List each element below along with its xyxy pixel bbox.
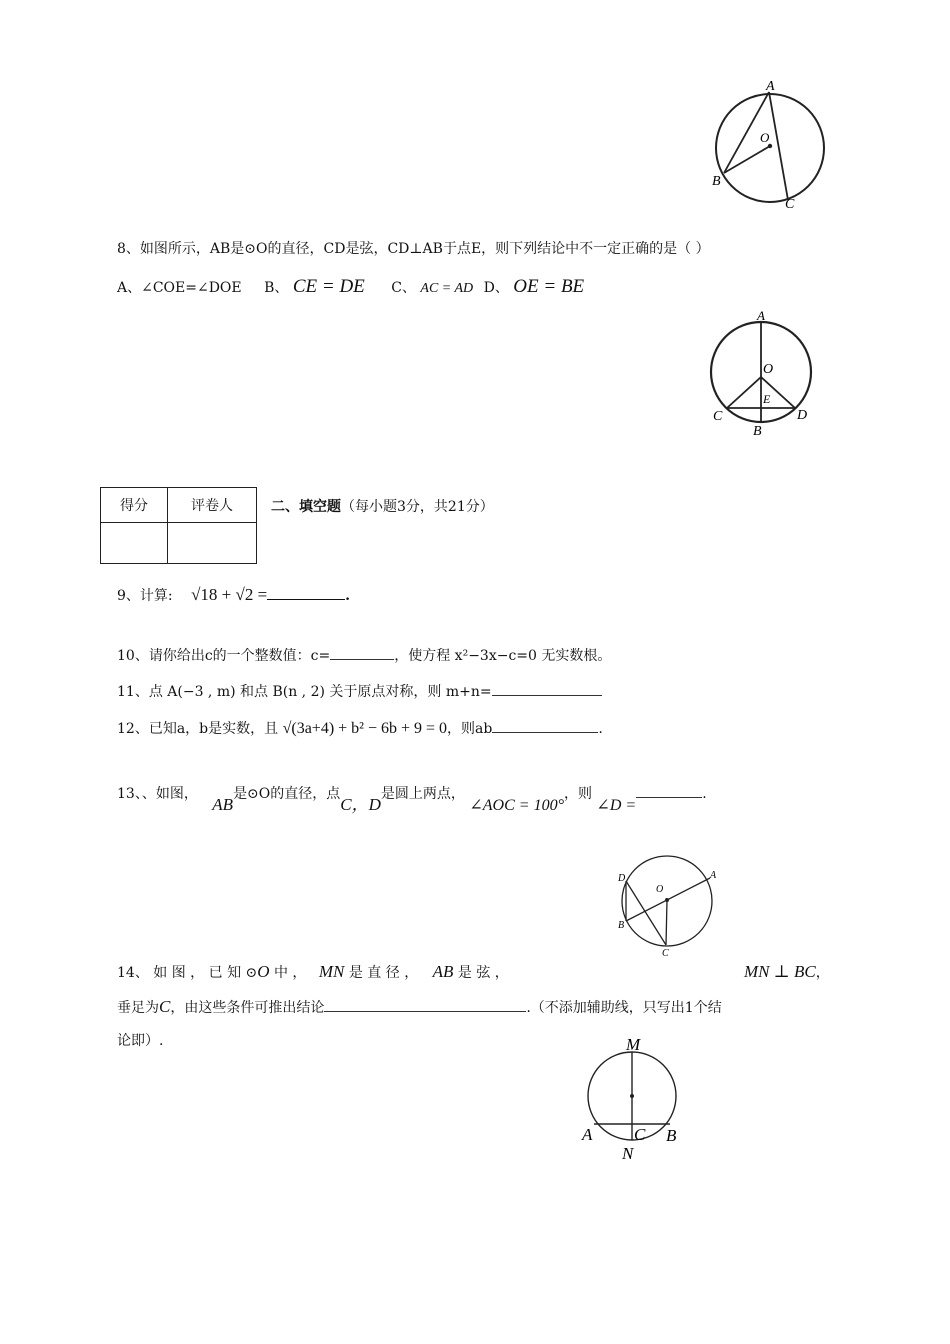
label-c: C — [662, 948, 669, 959]
q10-prefix: 10、请你给出c的一个整数值：c= — [117, 648, 331, 664]
q13-mid: 是⊙O的直径，点 — [233, 786, 341, 802]
q8-option-b-math: CE = DE — [292, 276, 365, 297]
q13-cd: C，D — [340, 795, 381, 814]
label-b: B — [666, 1126, 677, 1145]
q13-angle: ∠AOC = 100° — [469, 797, 564, 814]
label-m: M — [626, 1035, 641, 1054]
q9-answer-blank[interactable] — [267, 599, 345, 600]
circle-figure-q14 — [578, 1032, 693, 1167]
radius-oc — [727, 377, 761, 408]
q11-text: 11、点 A(−3 , m) 和点 B(n , 2) 关于原点对称，则 m+n= — [117, 684, 492, 700]
section-2-heading — [271, 496, 494, 516]
q9-prefix: 9、计算: — [117, 588, 173, 604]
q8-option-d-math: OE = BE — [513, 276, 585, 297]
radius-oc — [666, 900, 667, 945]
q13-prefix: 13、、如图， — [117, 786, 198, 802]
section-title: 二、填空题 — [271, 499, 341, 515]
q14-mn: MN — [318, 962, 345, 981]
q14-line2c: .（不添加辅助线，只写出1个结 — [526, 1000, 722, 1016]
question-14-line-3: 论即）. — [117, 1033, 164, 1049]
label-d: D — [797, 408, 808, 423]
label-o: O — [656, 884, 664, 895]
q14-o: O — [257, 962, 270, 981]
grader-cell[interactable] — [168, 523, 257, 564]
q12-end: . — [598, 721, 603, 737]
label-b: B — [712, 174, 721, 189]
label-a: A — [582, 1125, 593, 1144]
q9-period: . — [345, 588, 351, 604]
score-table — [100, 487, 257, 564]
label-o: O — [760, 130, 770, 145]
label-e: E — [763, 392, 771, 406]
q14-answer-blank[interactable] — [324, 1011, 526, 1012]
q13-end: . — [702, 786, 707, 802]
q14-c: C — [159, 997, 171, 1016]
q8-options — [117, 276, 584, 298]
question-14-line-1 — [117, 962, 509, 982]
label-o: O — [763, 362, 774, 377]
label-b: B — [753, 424, 762, 439]
q12-answer-blank[interactable] — [492, 732, 598, 733]
q8-option-c-math: AC = AD — [420, 281, 474, 296]
q8-option-c-label: C、 — [391, 280, 416, 296]
q14-perp-block — [744, 962, 830, 982]
q9-expression: √18 + √2 = — [191, 585, 268, 604]
q8-option-b-label: B、 — [264, 280, 289, 296]
q8-option-d-label: D、 — [483, 280, 509, 296]
label-c: C — [785, 197, 795, 212]
q13-ab: AB — [212, 795, 234, 814]
q14-part4: 是 弦 ， — [457, 965, 509, 981]
q13-mid2: 是圆上两点， — [380, 786, 465, 802]
label-c: C — [713, 409, 723, 424]
q10-suffix: ，使方程 x²−3x−c=0 无实数根。 — [394, 648, 612, 664]
circle-figure-q8 — [703, 305, 823, 440]
q14-part5: ， — [815, 965, 830, 981]
q12-prefix: 12、已知a，b是实数，且 — [117, 721, 279, 737]
q14-ab: AB — [432, 962, 454, 981]
label-a: A — [710, 870, 717, 881]
label-b: B — [618, 920, 625, 931]
circle-figure-q7 — [700, 78, 840, 213]
q14-part1: 14、 如 图 ， 已 知 ⊙ — [117, 965, 258, 981]
grader-header: 评卷人 — [168, 488, 257, 523]
circle-figure-q13 — [612, 855, 722, 960]
q11-answer-blank[interactable] — [492, 695, 602, 696]
q8-option-a: A、∠COE=∠DOE — [117, 280, 242, 296]
question-8: 8、如图所示，AB是⊙O的直径，CD是弦，CD⊥AB于点E，则下列结论中不一定正确的是（ ） — [117, 241, 710, 257]
label-a: A — [757, 308, 765, 323]
question-11 — [117, 681, 602, 701]
section-note: （每小题3分，共21分） — [341, 499, 494, 515]
q14-line2a: 垂足为 — [117, 1000, 159, 1016]
q13-answer-blank[interactable] — [636, 797, 702, 798]
label-d: D — [618, 873, 626, 884]
question-9 — [117, 585, 350, 605]
q12-suffix: ，则ab — [447, 721, 493, 737]
score-header: 得分 — [101, 488, 168, 523]
question-14-line-2 — [117, 997, 722, 1017]
q13-then: ，则 — [563, 786, 592, 802]
q12-expression: √(3a+4) + b² − 6b + 9 = 0 — [282, 720, 448, 737]
q10-answer-blank[interactable] — [330, 659, 394, 660]
q14-perp: MN ⊥ BC — [744, 962, 816, 981]
label-a: A — [766, 79, 775, 94]
q14-part3: 是 直 径 ， — [348, 965, 419, 981]
label-n: N — [622, 1144, 634, 1163]
q13-ask: ∠D = — [596, 797, 637, 814]
center-point — [665, 898, 669, 902]
question-13 — [117, 778, 707, 814]
label-c: C — [634, 1125, 646, 1144]
q14-part2: 中 ， — [273, 965, 307, 981]
center-point — [630, 1094, 634, 1098]
q14-line2b: ，由这些条件可推出结论 — [170, 1000, 325, 1016]
question-10 — [117, 645, 611, 665]
question-12 — [117, 718, 603, 738]
score-cell[interactable] — [101, 523, 168, 564]
